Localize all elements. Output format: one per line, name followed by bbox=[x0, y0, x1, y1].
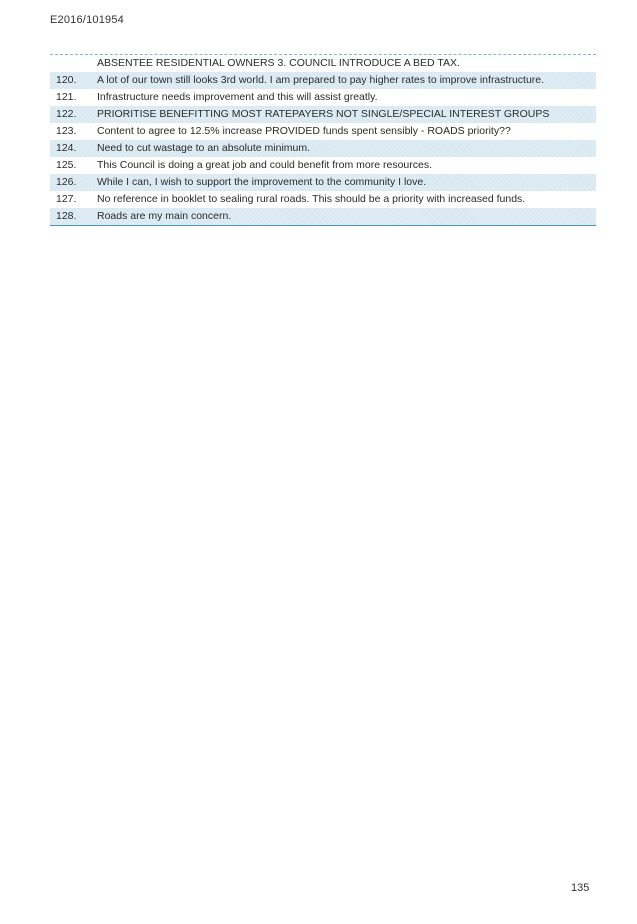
row-number: 127. bbox=[56, 193, 77, 205]
row-number: 120. bbox=[56, 74, 77, 86]
table-row bbox=[50, 106, 596, 123]
row-number: 122. bbox=[56, 108, 77, 120]
row-number: 124. bbox=[56, 142, 77, 154]
table-row bbox=[50, 123, 596, 140]
table-row-continuation bbox=[50, 55, 596, 72]
row-text: PRIORITISE BENEFITTING MOST RATEPAYERS NOT SINGLE/SPECIAL INTEREST GROUPS bbox=[97, 108, 550, 120]
row-text: Infrastructure needs improvement and this will assist greatly. bbox=[97, 91, 378, 103]
table-row bbox=[50, 89, 596, 106]
row-number: 123. bbox=[56, 125, 77, 137]
table-row bbox=[50, 157, 596, 174]
row-number: 125. bbox=[56, 159, 77, 171]
row-text: Need to cut wastage to an absolute minimum. bbox=[97, 142, 311, 154]
row-text: Roads are my main concern. bbox=[97, 210, 232, 222]
row-text: While I can, I wish to support the improvement to the community I love. bbox=[97, 176, 427, 188]
table-row bbox=[50, 208, 596, 225]
row-text: This Council is doing a great job and could benefit from more resources. bbox=[97, 159, 433, 171]
table-row bbox=[50, 191, 596, 208]
row-text: No reference in booklet to sealing rural roads. This should be a priority with increased funds. bbox=[97, 193, 526, 205]
row-text: A lot of our town still looks 3rd world. I am prepared to pay higher rates to improve infrastructure. bbox=[97, 74, 545, 86]
row-text: ABSENTEE RESIDENTIAL OWNERS 3. COUNCIL INTRODUCE A BED TAX. bbox=[97, 57, 460, 69]
table-row bbox=[50, 140, 596, 157]
row-number: 121. bbox=[56, 91, 77, 103]
comments-table bbox=[50, 54, 596, 226]
row-number: 126. bbox=[56, 176, 77, 188]
table-row bbox=[50, 174, 596, 191]
row-text: Content to agree to 12.5% increase PROVIDED funds spent sensibly - ROADS priority?? bbox=[97, 125, 511, 137]
document-reference: E2016/101954 bbox=[50, 14, 124, 26]
row-number: 128. bbox=[56, 210, 77, 222]
table-row bbox=[50, 72, 596, 89]
row-number bbox=[50, 57, 97, 70]
page-number: 135 bbox=[571, 882, 590, 894]
